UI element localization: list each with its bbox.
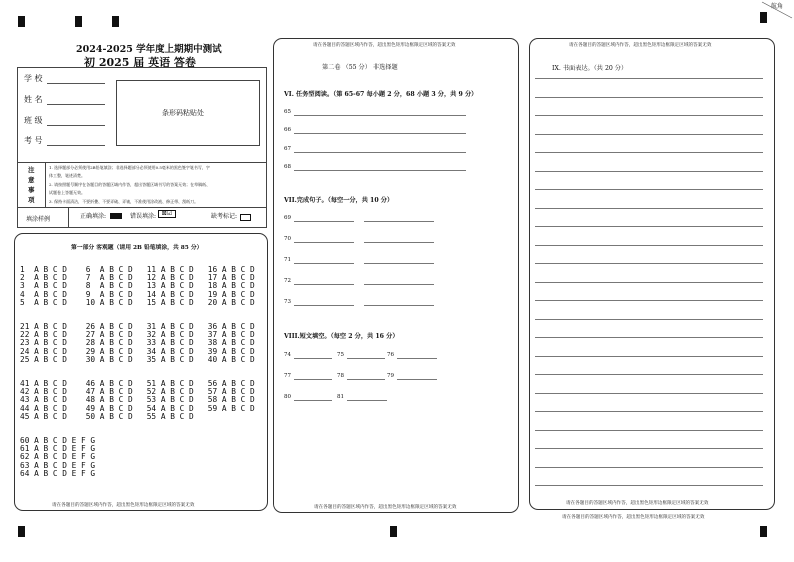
notes-label-char: 事 [28,186,35,194]
school-input-line[interactable] [47,83,105,84]
choice-block-1[interactable] [20,266,255,307]
section8-heading: VIII.短文填空。（每空 2 分，共 16 分） [284,333,399,340]
answer-sheet-title: 初 2025 届 英语 答卷 [84,56,196,69]
answer-line[interactable] [294,263,354,264]
answer-line[interactable] [347,379,385,380]
notes-line: 1. 选择题部分必须使用2B铅笔填涂；非选择题部分必须使用0.5毫米的黑色签字笔书写，字 [49,165,210,170]
choice-row[interactable]: 5 A B C D 10 A B C D 15 A B C D 20 A B C D [20,297,255,307]
q-number: 70 [284,236,291,242]
writing-line[interactable] [535,245,763,246]
registration-mark [112,16,119,27]
choice-row[interactable]: 22 A B C D 27 A B C D 32 A B C D 37 A B C D [20,330,255,340]
answer-line[interactable] [347,400,387,401]
answer-line[interactable] [294,358,332,359]
q-number: 68 [284,164,291,170]
writing-line[interactable] [535,134,763,135]
writing-line[interactable] [535,485,763,486]
registration-mark [75,16,82,27]
notes-label-divider [45,162,46,208]
choice-row[interactable]: 45 A B C D 50 A B C D 55 A B C D [20,411,194,421]
answer-line[interactable] [364,263,434,264]
notes-label-char: 项 [28,196,35,204]
writing-line[interactable] [535,97,763,98]
choice-row[interactable]: 63 A B C D E F G [20,460,96,470]
corner-fold-line [760,0,794,20]
choice-row[interactable]: 24 A B C D 29 A B C D 34 A B C D 39 A B C D [20,346,255,356]
answer-line[interactable] [294,115,466,116]
registration-mark [18,16,25,27]
absent-mark-box[interactable] [240,214,251,221]
writing-line[interactable] [535,467,763,468]
choice-row[interactable]: 2 A B C D 7 A B C D 12 A B C D 17 A B C D [20,273,255,283]
info-label-school: 学 校 [24,74,43,83]
writing-line[interactable] [535,300,763,301]
choice-row[interactable]: 64 A B C D E F G [20,468,96,478]
part2-panel [273,38,519,513]
q-number: 81 [337,394,344,400]
answer-line[interactable] [364,284,434,285]
answer-line[interactable] [294,170,466,171]
writing-line[interactable] [535,282,763,283]
fill-example-label: 填涂样例 [26,216,51,223]
answer-line[interactable] [294,379,332,380]
answer-line[interactable] [397,379,437,380]
writing-line[interactable] [535,356,763,357]
choice-row[interactable]: 42 A B C D 47 A B C D 52 A B C D 57 A B C D [20,387,255,397]
writing-line[interactable] [535,189,763,190]
writing-line[interactable] [535,152,763,153]
absent-mark-label: 缺考标记: [211,213,238,220]
fill-example-divider [68,207,69,228]
notes-line: 体工整，笔迹清楚。 [49,173,85,178]
writing-line[interactable] [535,319,763,320]
choice-block-3[interactable] [20,380,255,421]
answer-line[interactable] [294,400,332,401]
answer-line[interactable] [364,305,434,306]
exam-number-input-line[interactable] [47,145,105,146]
q-number: 77 [284,373,291,379]
writing-line[interactable] [535,78,763,79]
writing-line[interactable] [535,208,763,209]
warning-text: 请在各题目的答题区域内作答，超出黑色矩形边框限定区域的答案无效 [566,501,709,506]
q-number: 76 [387,352,394,358]
answer-line[interactable] [294,284,354,285]
q-number: 65 [284,109,291,115]
choice-block-4[interactable] [20,437,95,478]
class-input-line[interactable] [47,125,105,126]
section7-heading: VII.完成句子。（每空一分，共 10 分） [284,197,394,204]
q-number: 67 [284,146,291,152]
q-number: 69 [284,215,291,221]
warning-text: 请在各题目的答题区域内作答，超出黑色矩形边框限定区域的答案无效 [562,515,705,520]
q-number: 75 [337,352,344,358]
choice-row[interactable]: 25 A B C D 30 A B C D 35 A B C D 40 A B C D [20,354,255,364]
choice-row[interactable]: 21 A B C D 26 A B C D 31 A B C D 36 A B C D [20,322,255,331]
writing-line[interactable] [535,263,763,264]
q-number: 80 [284,394,291,400]
answer-line[interactable] [294,221,354,222]
q-number: 72 [284,278,291,284]
part1-heading: 第一部分 客观题（请用 2B 铅笔填涂，共 85 分） [71,245,203,251]
notes-line: 试题卷上答题无效。 [49,190,85,195]
exam-title: 2024-2025 学年度上期期中测试 [76,44,222,55]
q-number: 74 [284,352,291,358]
correct-fill-label: 正确填涂: [80,213,107,220]
q-number: 71 [284,257,291,263]
wrong-fill-mark: ⊠☑ [158,210,176,218]
choice-row[interactable]: 41 A B C D 46 A B C D 51 A B C D 56 A B C D [20,379,255,388]
answer-line[interactable] [364,242,434,243]
name-input-line[interactable] [47,104,105,105]
q-number: 73 [284,299,291,305]
answer-line[interactable] [364,221,434,222]
writing-line[interactable] [535,171,763,172]
writing-line[interactable] [535,337,763,338]
writing-line[interactable] [535,448,763,449]
writing-line[interactable] [535,374,763,375]
section6-heading: VI. 任务型阅读。（第 65-67 每小题 2 分，68 小题 3 分，共 9 分） [284,91,478,98]
wrong-fill-label: 错误填涂: [130,213,157,220]
choice-row[interactable]: 3 A B C D 8 A B C D 13 A B C D 18 A B C D [20,281,255,291]
warning-text: 请在各题目的答题区域内作答，超出黑色矩形边框限定区域的答案无效 [52,503,195,508]
choice-row[interactable]: 44 A B C D 49 A B C D 54 A B C D 59 A B C D [20,403,255,413]
choice-row[interactable]: 23 A B C D 28 A B C D 33 A B C D 38 A B C D [20,338,255,348]
notes-line: 2. 请按照题号顺序在各题目的答题区域内作答，超出答题区域书写的答案无效；在草稿纸、 [49,182,211,187]
corner-label: 航角 [771,3,784,10]
choice-row[interactable]: 60 A B C D E F G [20,436,96,445]
info-label-exam-number: 考 号 [24,136,43,145]
answer-line[interactable] [347,358,385,359]
writing-line[interactable] [535,393,763,394]
part2-heading: 第二卷 （55 分） 非选择题 [322,64,398,71]
writing-line[interactable] [535,430,763,431]
notes-label-char: 意 [28,176,35,184]
choice-row[interactable]: 4 A B C D 9 A B C D 14 A B C D 19 A B C D [20,289,255,299]
warning-text: 请在各题目的答题区域内作答，超出黑色矩形边框限定区域的答案无效 [314,505,457,510]
warning-text: 请在各题目的答题区域内作答，超出黑色矩形边框限定区域的答案无效 [569,43,712,48]
choice-block-2[interactable] [20,323,255,364]
writing-line[interactable] [535,115,763,116]
answer-line[interactable] [294,242,354,243]
q-number: 66 [284,127,291,133]
info-label-class: 班 级 [24,116,43,125]
warning-text: 请在各题目的答题区域内作答，超出黑色矩形边框限定区域的答案无效 [313,43,456,48]
correct-fill-mark [110,213,122,219]
choice-row[interactable]: 61 A B C D E F G [20,444,96,454]
info-label-name: 姓 名 [24,95,43,104]
choice-row[interactable]: 43 A B C D 48 A B C D 53 A B C D 58 A B C D [20,395,255,405]
notes-label-char: 注 [28,166,35,174]
registration-mark [760,526,767,537]
registration-mark [18,526,25,537]
choice-row[interactable]: 1 A B C D 6 A B C D 11 A B C D 16 A B C D [20,265,255,274]
answer-line[interactable] [397,358,437,359]
part3-panel [529,38,775,510]
section9-heading: IX. 书面表达。（共 20 分） [552,65,628,72]
q-number: 79 [387,373,394,379]
writing-line[interactable] [535,226,763,227]
writing-line[interactable] [535,411,763,412]
answer-line[interactable] [294,305,354,306]
registration-mark [390,526,397,537]
notes-line: 3. 保持卡面清洁，不要折叠、不要弄破、弄皱，不准使用涂改液、修正带、刮纸刀。 [49,199,199,204]
answer-line[interactable] [294,133,466,134]
choice-row[interactable]: 62 A B C D E F G [20,452,96,462]
answer-line[interactable] [294,152,466,153]
q-number: 78 [337,373,344,379]
barcode-label: 条形码粘贴处 [162,109,204,117]
